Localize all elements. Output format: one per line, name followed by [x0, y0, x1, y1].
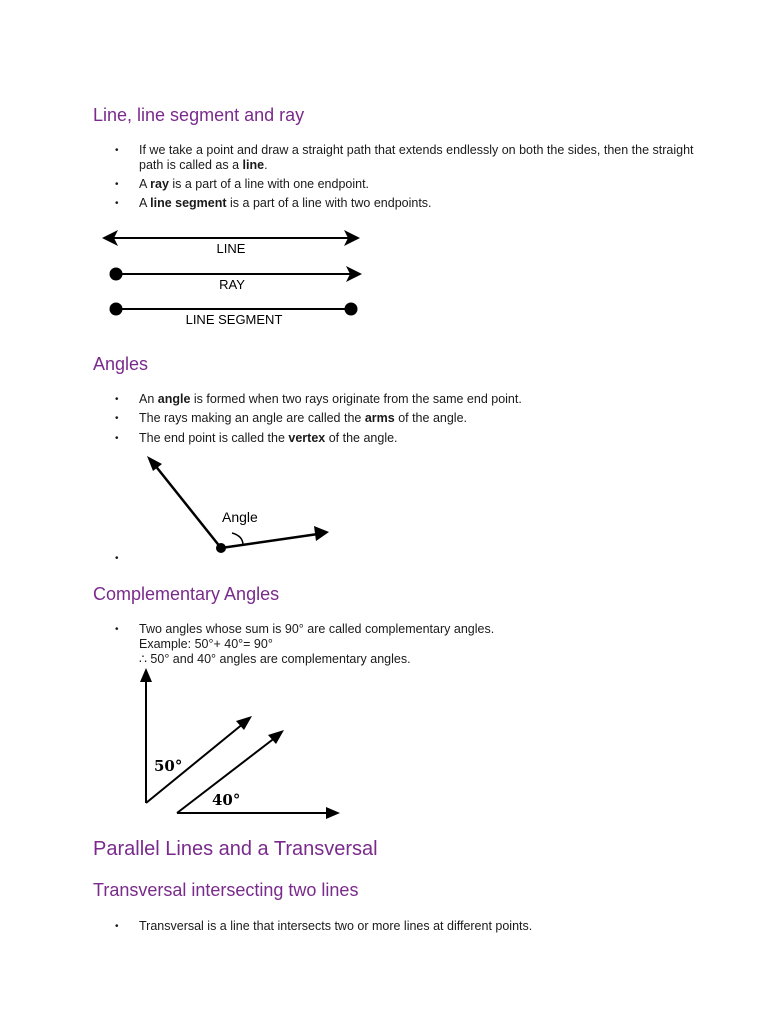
arrow-up-icon [140, 668, 152, 682]
angle-label: Angle [222, 509, 258, 525]
arrow-icon [147, 456, 162, 471]
list-item: • The end point is called the vertex of the angle. [139, 431, 699, 446]
ray-label: RAY [219, 277, 245, 292]
angle-arm [154, 464, 221, 548]
ray-endpoint [110, 268, 123, 281]
list-text: • Two angles whose sum is 90° are called complementary angles. [139, 622, 495, 636]
section-title-parallel: Parallel Lines and a Transversal [93, 838, 378, 860]
angle-40-label: 40° [212, 791, 241, 809]
list-item: • A ray is a part of a line with one endpoint. [139, 177, 699, 192]
complementary-angles-figure [0, 664, 360, 824]
list-text: ∴ 50° and 40° angles are complementary angles. [139, 652, 411, 666]
segment-endpoint [345, 303, 358, 316]
angle-50-label: 50° [154, 757, 183, 775]
line-ray-segment-figure [0, 222, 380, 332]
section-title-angles: Angles [93, 354, 149, 374]
vertex-point [216, 543, 226, 553]
list-item [139, 622, 699, 667]
list-item: • The rays making an angle are called the arms of the angle. [139, 411, 699, 426]
list-text: Example: 50°+ 40°= 90° [139, 637, 273, 651]
list-item: • A line segment is a part of a line with two endpoints. [139, 196, 699, 211]
section-title-complementary: Complementary Angles [93, 584, 280, 604]
list-bullet: • [115, 553, 119, 564]
angle-arc [232, 533, 243, 545]
arrow-right-icon [326, 807, 340, 819]
angle-figure [0, 452, 360, 562]
section-subtitle-transversal: Transversal intersecting two lines [93, 880, 359, 900]
segment-endpoint [110, 303, 123, 316]
angle-arm [221, 534, 318, 548]
list-item: • Transversal is a line that intersects two or more lines at different points. [139, 919, 699, 934]
segment-label: LINE SEGMENT [185, 312, 283, 327]
section-title-line: Line, line segment and ray [93, 105, 305, 125]
arrow-icon [314, 526, 329, 541]
list-item: • An angle is formed when two rays originate from the same end point. [139, 392, 699, 407]
line-label: LINE [216, 241, 246, 256]
list-item: • If we take a point and draw a straight path that extends endlessly on both the sides, then the straight path is called as a line. [139, 143, 699, 173]
